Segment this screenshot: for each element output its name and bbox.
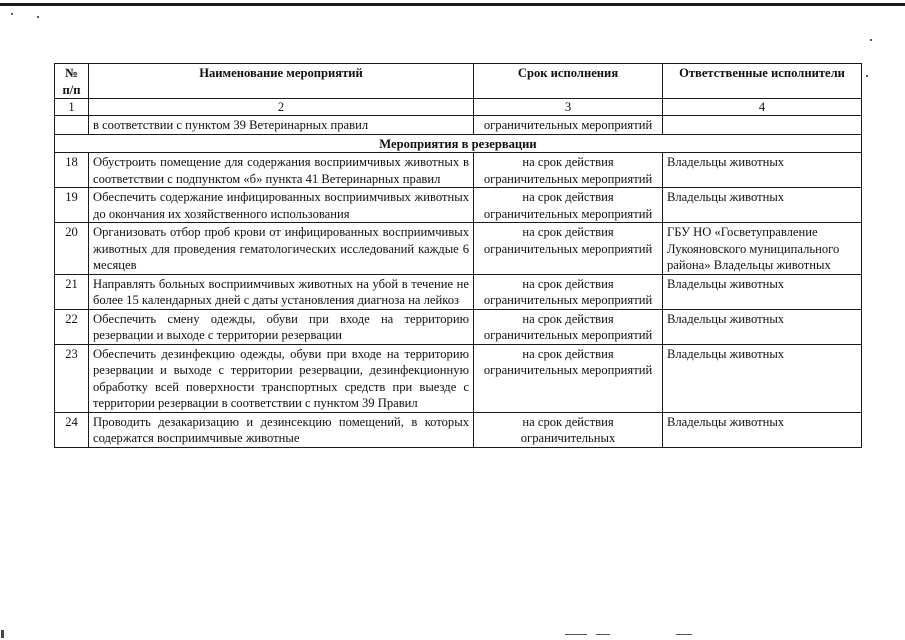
execution-term: [474, 412, 663, 447]
table-row: [55, 223, 862, 275]
scan-dash: [676, 634, 692, 635]
column-index: 4: [663, 99, 862, 116]
scan-speck: [866, 75, 868, 77]
execution-term: на срок действия ограничительных мероприятий: [474, 309, 663, 344]
row-number: 23: [55, 344, 89, 412]
table-header-row: [55, 64, 862, 99]
carryover-row: [55, 116, 862, 135]
section-header-row: [55, 134, 862, 153]
column-index-row: [55, 99, 862, 116]
table-row: [55, 188, 862, 223]
execution-term: ограничительных мероприятий: [474, 116, 663, 135]
row-number: 24: [55, 412, 89, 447]
measures-table: [54, 63, 862, 448]
table-row: [55, 344, 862, 412]
measure-name-text: Проводить дезакаризацию и дезинсекцию помещений, в которых содержатся восприимчивые животные: [93, 414, 469, 445]
measure-name: в соответствии с пунктом 39 Ветеринарных правил: [89, 116, 474, 135]
responsible-party: [663, 412, 862, 447]
column-index: 3: [474, 99, 663, 116]
execution-term: на срок действия ограничительных мероприятий: [474, 188, 663, 223]
measure-name: Обеспечить содержание инфицированных восприимчивых животных до окончания их хозяйственного использования: [89, 188, 474, 223]
column-index: 1: [55, 99, 89, 116]
responsible-party: Владельцы животных: [663, 309, 862, 344]
responsible-party: Владельцы животных: [663, 344, 862, 412]
table-row: [55, 274, 862, 309]
page-edge-mark: [1, 630, 4, 638]
measure-name: [89, 412, 474, 447]
execution-term: на срок действия ограничительных мероприятий: [474, 153, 663, 188]
responsible-party: Владельцы животных: [663, 274, 862, 309]
scan-speck: [37, 16, 39, 18]
header-num: № п/п: [55, 64, 89, 99]
execution-term: на срок действия ограничительных мероприятий: [474, 344, 663, 412]
row-number: 18: [55, 153, 89, 188]
table-row: [55, 412, 862, 447]
row-number: [55, 116, 89, 135]
execution-term-text: на срок действия ограничительных: [520, 414, 616, 445]
scan-speck: [11, 13, 13, 15]
measure-name: Направлять больных восприимчивых животных на убой в течение не более 15 календарных дней с даты установления диагноза на лейкоз: [89, 274, 474, 309]
execution-term: на срок действия ограничительных мероприятий: [474, 223, 663, 275]
row-number: 22: [55, 309, 89, 344]
measure-name: Обеспечить дезинфекцию одежды, обуви при входе на территорию резервации и выходе с территории резервации, дезинфекционную обработку всей поверхности транспортных средств при выезде с территории резервации в соответствии с пунктом 39 Правил: [89, 344, 474, 412]
column-index: 2: [89, 99, 474, 116]
measure-name: Организовать отбор проб крови от инфицированных восприимчивых животных для проведения гематологических исследований каждые 6 месяцев: [89, 223, 474, 275]
header-responsible: Ответственные исполнители: [663, 64, 862, 99]
header-name: Наименование мероприятий: [89, 64, 474, 99]
top-scan-border: [0, 3, 905, 6]
scan-speck: [870, 39, 872, 41]
scan-dash: [596, 634, 610, 635]
table-row: [55, 309, 862, 344]
responsible-party: Владельцы животных: [663, 188, 862, 223]
measure-name: Обеспечить смену одежды, обуви при входе на территорию резервации и выходе с территории резервации: [89, 309, 474, 344]
responsible-party: [663, 116, 862, 135]
responsible-party-text: Владельцы животных: [667, 414, 785, 429]
row-number: 20: [55, 223, 89, 275]
execution-term: на срок действия ограничительных мероприятий: [474, 274, 663, 309]
section-title: Мероприятия в резервации: [55, 134, 862, 153]
responsible-party: Владельцы животных: [663, 153, 862, 188]
measure-name: Обустроить помещение для содержания восприимчивых животных в соответствии с подпунктом «б» пункта 41 Ветеринарных правил: [89, 153, 474, 188]
responsible-party: ГБУ НО «Госветуправление Лукояновского муниципального района» Владельцы животных: [663, 223, 862, 275]
scan-dash: [565, 634, 587, 635]
header-term: Срок исполнения: [474, 64, 663, 99]
row-number: 19: [55, 188, 89, 223]
row-number: 21: [55, 274, 89, 309]
table-row: [55, 153, 862, 188]
